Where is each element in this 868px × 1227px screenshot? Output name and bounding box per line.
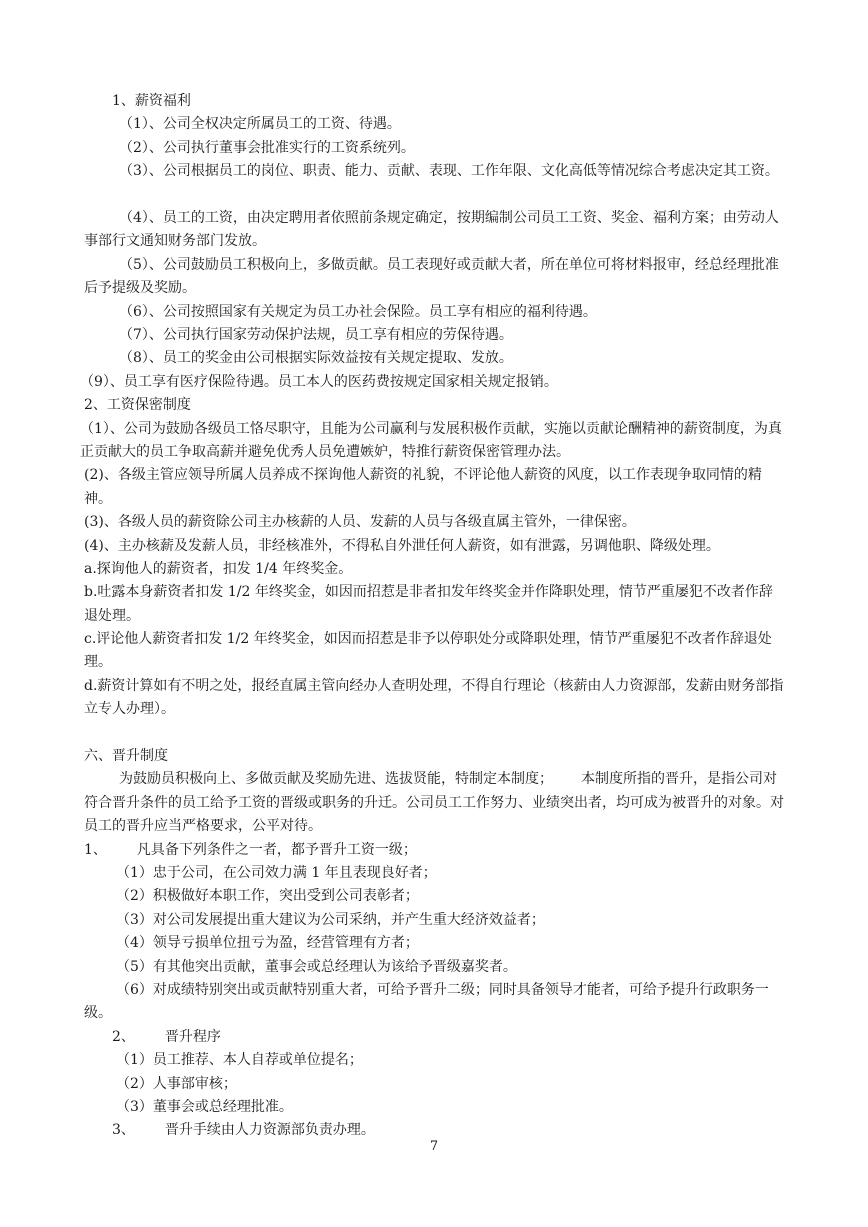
list-item: （4）领导亏损单位扭亏为盈，经营管理有方者； (116, 935, 419, 952)
paragraph: (4)、主办核薪及发薪人员，非经核准外，不得私自外泄任何人薪资，如有泄露，另调他职、降级处理。 (84, 537, 720, 554)
numbered-point (84, 839, 786, 862)
paragraph: （2）、公司执行董事会批准实行的工资系统列。 (119, 139, 415, 156)
paragraph: （5）、公司鼓励员工积极向上，多做贡献。员工表现好或贡献大者，所在单位可将材料报审，经总经理批准后予提级及奖励。 (84, 256, 779, 297)
list-item: （1）员工推荐、本人自荐或单位提名； (116, 1052, 363, 1069)
point-number: 2、 (112, 1028, 135, 1045)
page-number: 7 (429, 1139, 439, 1154)
paragraph: （9）、员工享有医疗保险待遇。员工本人的医药费按规定国家相关规定报销。 (80, 373, 558, 390)
paragraph: (2)、各级主管应领导所属人员养成不探询他人薪资的礼貌，不评论他人薪资的风度，以工作表现争取同情的精神。 (84, 467, 762, 507)
list-item: （1）忠于公司，在公司效力满 1 年且表现良好者； (116, 865, 437, 882)
intro-part-b: 本制度所指的晋升，是指公司对符合晋升条件的员工给予工资的晋级或职务的升迁。公司员工工作努力、业绩突出者，均可成为被晋升的对象。对员工的晋升应当严格要求，公平对待。 (84, 771, 784, 835)
paragraph: a.探询他人的薪资者，扣发 1/4 年终奖金。 (84, 560, 353, 577)
paragraph: b.吐露本身薪资者扣发 1/2 年终奖金，如因而招惹是非者扣发年终奖金并作降职处理，情节严重屡犯不改者作辞退处理。 (84, 584, 773, 624)
paragraph: （6）、公司按照国家有关规定为员工办社会保险。员工享有相应的福利待遇。 (119, 303, 597, 320)
paragraph: （4）、员工的工资，由决定聘用者依照前条规定确定，按期编制公司员工工资、奖金、福利方案；由劳动人事部行文通知财务部门发放。 (84, 209, 779, 250)
point-number: 3、 (112, 1122, 135, 1139)
section-heading: 1、薪资福利 (112, 93, 191, 109)
point-number: 1、 (84, 841, 107, 858)
paragraph: （7）、公司执行国家劳动保护法规，员工享有相应的劳保待遇。 (119, 326, 513, 343)
intro-part-a: 为鼓励员积极向上、多做贡献及奖励先进、选拔贤能，特制定本制度； (119, 771, 553, 788)
paragraph: d.薪资计算如有不明之处，报经直属主管向经办人查明处理，不得自行理论（核薪由人力资源部，发薪由财务部指立专人办理）。 (84, 677, 784, 718)
list-item: （2）人事部审核； (116, 1075, 237, 1092)
section-heading: 2、工资保密制度 (84, 397, 191, 414)
numbered-point (84, 1026, 786, 1049)
section-heading: 六、晋升制度 (84, 748, 168, 765)
spacer (84, 722, 786, 745)
list-item: （3）对公司发展提出重大建议为公司采纳，并产生重大经济效益者； (116, 911, 545, 928)
paragraph: （3）、公司根据员工的岗位、职责、能力、贡献、表现、工作年限、文化高低等情况综合考虑决定其工资。 (119, 163, 779, 180)
list-item: （3）董事会或总经理批准。 (116, 1098, 293, 1115)
paragraph: （8）、员工的奖金由公司根据实际效益按有关规定提取、发放。 (119, 350, 513, 367)
list-item: （2）积极做好本职工作，突出受到公司表彰者； (116, 888, 419, 905)
document-body (80, 90, 786, 1143)
paragraph: (3)、各级人员的薪资除公司主办核薪的人员、发薪的人员与各级直属主管外，一律保密。 (84, 514, 636, 531)
list-item: （5）有其他突出贡献，董事会或总经理认为该给予晋级嘉奖者。 (116, 958, 517, 975)
paragraph: （1）、公司全权决定所属员工的工资、待遇。 (119, 116, 401, 133)
point-text: 晋升程序 (164, 1028, 221, 1045)
paragraph (84, 768, 786, 838)
paragraph: c.评论他人薪资者扣发 1/2 年终奖金，如因而招惹是非予以停职处分或降职处理，情节严重屡犯不改者作辞退处理。 (84, 631, 772, 671)
list-item: （6）对成绩特别突出或贡献特别重大者，可给予晋升二级；同时具备领导才能者，可给予提升行政职务一级。 (84, 981, 769, 1022)
paragraph: （1）、公司为鼓励各级员工恪尽职守，且能为公司赢利与发展积极作贡献，实施以贡献论酬精神的薪资制度，为真正贡献大的员工争取高薪并避免优秀人员免遭嫉妒，特推行薪资保密管理办法。 (80, 420, 782, 460)
point-text: 凡具备下列条件之一者，都予晋升工资一级； (136, 841, 417, 858)
point-text: 晋升手续由人力资源部负责办理。 (164, 1122, 375, 1139)
